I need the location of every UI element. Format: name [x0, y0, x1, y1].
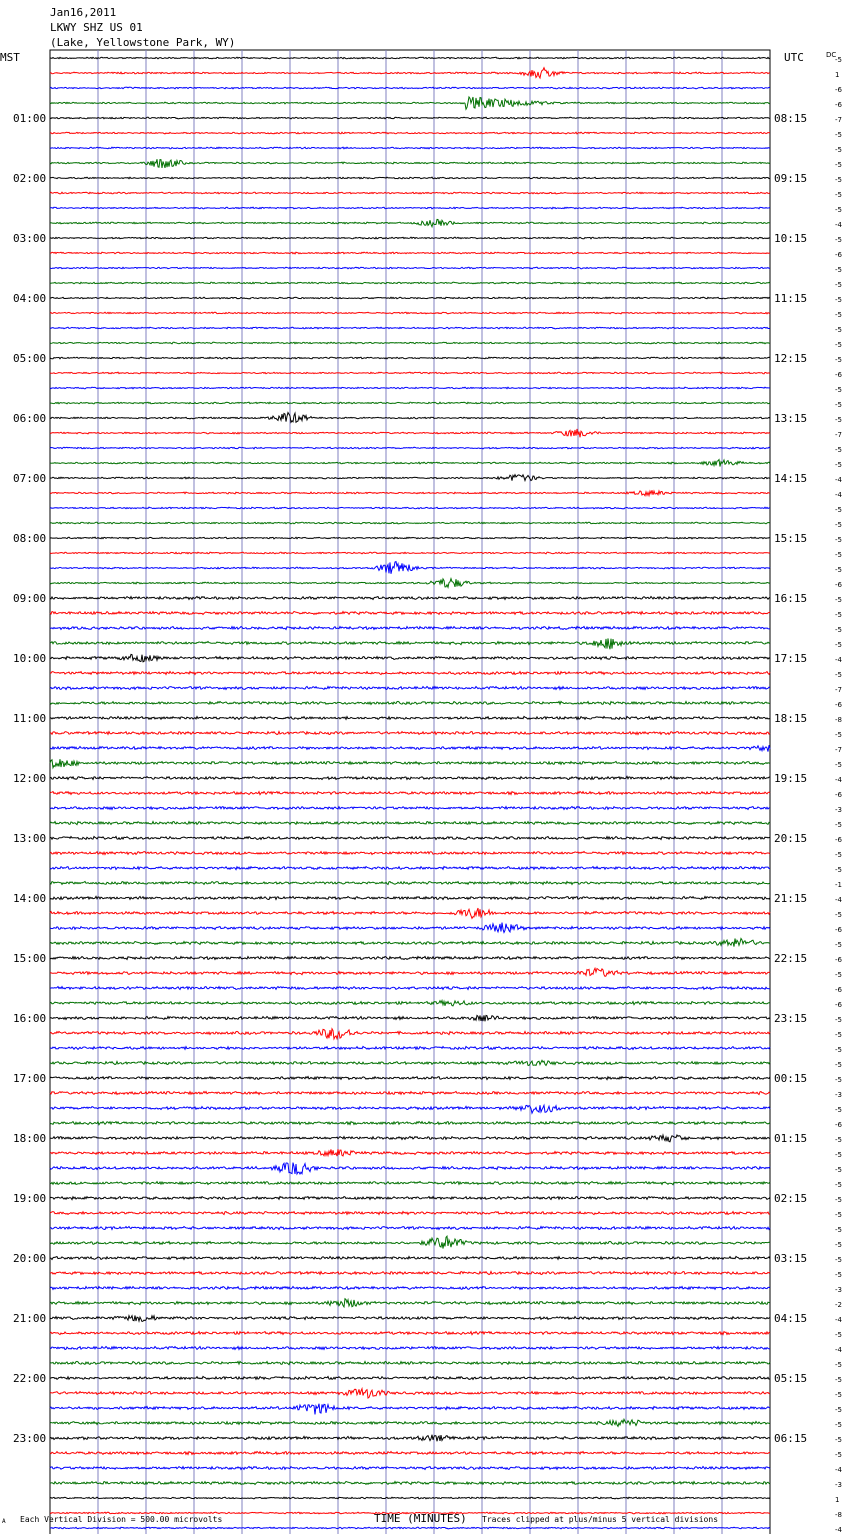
mst-time-label: 12:00: [13, 772, 47, 785]
seismic-trace: [50, 1435, 770, 1442]
header-date: Jan16,2011: [50, 6, 117, 19]
seismic-trace: [50, 1227, 770, 1230]
seismic-trace: [50, 687, 770, 690]
seismic-trace: [50, 1149, 770, 1156]
seismic-trace: [50, 792, 770, 795]
dc-offset-label: -5: [835, 1031, 842, 1039]
dc-offset-label: -6: [835, 836, 842, 844]
dc-offset-label: -5: [835, 1331, 842, 1339]
dc-offset-label: 1: [835, 71, 840, 79]
seismic-trace: [50, 402, 770, 404]
dc-offset-label: -7: [835, 746, 842, 754]
mst-time-label: 07:00: [13, 472, 47, 485]
seismic-trace: [50, 1482, 770, 1485]
dc-offset-label: -5: [835, 521, 842, 529]
dc-offset-label: -5: [835, 146, 842, 154]
dc-offset-label: -5: [835, 1391, 842, 1399]
dc-offset-label: -5: [835, 461, 842, 469]
mst-time-label: 13:00: [13, 832, 47, 845]
dc-offset-label: -5: [835, 161, 842, 169]
seismic-trace: [50, 1197, 770, 1200]
seismic-trace: [50, 957, 770, 960]
seismic-trace: [50, 822, 770, 825]
seismic-trace: [50, 732, 770, 735]
dc-offset-label: -6: [835, 101, 842, 109]
seismic-trace: [50, 701, 770, 704]
dc-offset-label: -4: [835, 896, 842, 904]
dc-header-label: DC: [826, 51, 837, 59]
seismic-trace: [50, 159, 770, 168]
seismic-trace: [50, 612, 770, 615]
seismic-trace: [50, 219, 770, 226]
dc-offset-label: -5: [835, 1076, 842, 1084]
utc-time-label: 20:15: [774, 832, 808, 845]
dc-offset-label: -5: [835, 941, 842, 949]
dc-offset-label: -5: [835, 131, 842, 139]
dc-offset-label: -5: [835, 1451, 842, 1459]
dc-offset-label: -6: [835, 251, 842, 259]
seismic-trace: [50, 1182, 770, 1185]
utc-time-label: 00:15: [774, 1072, 808, 1085]
seismic-trace: [50, 117, 770, 119]
seismic-trace: [50, 837, 770, 840]
dc-offset-label: -5: [835, 536, 842, 544]
seismic-trace: [50, 1347, 770, 1350]
seismic-trace: [50, 429, 770, 437]
utc-time-label: 05:15: [774, 1372, 808, 1385]
seismic-trace: [50, 638, 770, 649]
dc-offset-label: -6: [835, 371, 842, 379]
dc-offset-label: -5: [835, 1181, 842, 1189]
dc-offset-label: -5: [835, 1046, 842, 1054]
seismic-trace: [50, 507, 770, 509]
dc-offset-label: -5: [835, 566, 842, 574]
seismic-trace: [50, 867, 770, 870]
dc-offset-label: -6: [835, 701, 842, 709]
seismic-trace: [50, 1122, 770, 1125]
seismic-trace: [50, 896, 770, 899]
dc-offset-label: -5: [835, 1361, 842, 1369]
dc-offset-label: -6: [835, 791, 842, 799]
seismic-trace: [50, 1419, 770, 1426]
seismic-trace: [50, 1272, 770, 1275]
mst-time-label: 21:00: [13, 1312, 47, 1325]
dc-offset-label: -5: [835, 1136, 842, 1144]
seismic-trace: [50, 1236, 770, 1248]
seismic-trace: [50, 282, 770, 284]
dc-offset-label: -5: [835, 326, 842, 334]
seismic-trace: [50, 597, 770, 600]
seismic-trace: [50, 147, 770, 149]
seismic-trace: [50, 237, 770, 239]
scale-note: Each Vertical Division = 500.00 microvolts: [20, 1515, 223, 1524]
dc-offset-label: -5: [835, 1406, 842, 1414]
dc-offset-label: -6: [835, 926, 842, 934]
utc-time-label: 01:15: [774, 1132, 808, 1145]
seismic-trace: [50, 1376, 770, 1379]
seismic-trace: [50, 192, 770, 194]
mst-time-label: 04:00: [13, 292, 47, 305]
dc-offset-label: -5: [835, 1211, 842, 1219]
dc-offset-label: -7: [835, 686, 842, 694]
dc-offset-label: -5: [835, 821, 842, 829]
utc-time-label: 08:15: [774, 112, 808, 125]
seismic-trace: [50, 672, 770, 675]
mst-time-label: 11:00: [13, 712, 47, 725]
seismic-trace: [50, 654, 770, 661]
clip-note: Traces clipped at plus/minus 5 vertical divisions: [482, 1515, 719, 1524]
utc-time-label: 10:15: [774, 232, 808, 245]
mst-time-label: 08:00: [13, 532, 47, 545]
mst-time-label: 19:00: [13, 1192, 47, 1205]
dc-offset-label: -4: [835, 776, 842, 784]
utc-time-label: 23:15: [774, 1012, 808, 1025]
dc-offset-label: -7: [835, 116, 842, 124]
seismic-trace: [50, 490, 770, 496]
dc-offset-label: -5: [835, 1436, 842, 1444]
seismic-trace: [50, 1029, 770, 1039]
dc-offset-label: -5: [835, 866, 842, 874]
mst-time-label: 18:00: [13, 1132, 47, 1145]
dc-offset-label: -3: [835, 1481, 842, 1489]
seismic-trace: [50, 1092, 770, 1095]
corner-mark: A: [2, 1518, 6, 1525]
dc-offset-label: -3: [835, 1091, 842, 1099]
seismic-trace: [50, 357, 770, 359]
seismic-trace: [50, 97, 770, 109]
seismic-trace: [50, 297, 770, 299]
dc-offset-label: -6: [835, 986, 842, 994]
dc-offset-label: -4: [835, 1346, 842, 1354]
dc-offset-label: -6: [835, 581, 842, 589]
mst-time-label: 03:00: [13, 232, 47, 245]
dc-offset-label: -5: [835, 191, 842, 199]
seismic-trace: [50, 1046, 770, 1049]
seismic-trace: [50, 207, 770, 209]
seismic-trace: [50, 908, 770, 918]
seismic-trace: [50, 387, 770, 389]
seismic-trace: [50, 413, 770, 423]
seismic-trace: [50, 807, 770, 810]
dc-offset-label: -4: [835, 1466, 842, 1474]
seismic-trace: [50, 923, 770, 933]
mst-time-label: 15:00: [13, 952, 47, 965]
dc-offset-label: -5: [835, 266, 842, 274]
mst-time-label: 14:00: [13, 892, 47, 905]
dc-offset-label: -5: [835, 1016, 842, 1024]
seismic-trace: [50, 1135, 770, 1142]
seismic-trace: [50, 447, 770, 449]
y-axis-left-label: MST: [0, 51, 20, 64]
seismic-trace: [50, 776, 770, 779]
utc-time-label: 18:15: [774, 712, 808, 725]
utc-time-label: 19:15: [774, 772, 808, 785]
dc-offset-label: -4: [835, 1316, 842, 1324]
dc-offset-label: -7: [835, 431, 842, 439]
dc-offset-label: -4: [835, 491, 842, 499]
seismic-trace: [50, 1077, 770, 1080]
dc-offset-label: -5: [835, 1106, 842, 1114]
dc-offset-label: -5: [835, 1166, 842, 1174]
utc-time-label: 13:15: [774, 412, 808, 425]
dc-offset-label: -5: [835, 671, 842, 679]
dc-offset-label: -5: [835, 1376, 842, 1384]
seismic-trace: [50, 1404, 770, 1415]
seismic-trace: [50, 475, 770, 481]
dc-offset-label: -4: [835, 1526, 842, 1534]
plot-frame: [50, 50, 770, 1534]
seismic-trace: [50, 132, 770, 134]
dc-offset-label: -5: [835, 401, 842, 409]
dc-offset-label: -5: [835, 311, 842, 319]
seismic-trace: [50, 968, 770, 976]
dc-offset-label: -5: [835, 296, 842, 304]
dc-offset-label: -6: [835, 86, 842, 94]
utc-time-label: 22:15: [774, 952, 808, 965]
seismic-trace: [50, 987, 770, 990]
dc-offset-label: -5: [835, 1271, 842, 1279]
utc-time-label: 02:15: [774, 1192, 808, 1205]
seismic-trace: [50, 1361, 770, 1364]
mst-time-label: 16:00: [13, 1012, 47, 1025]
utc-time-label: 06:15: [774, 1432, 808, 1445]
x-axis-label: TIME (MINUTES): [374, 1512, 467, 1525]
utc-time-label: 03:15: [774, 1252, 808, 1265]
dc-offset-label: -5: [835, 596, 842, 604]
seismic-trace: [50, 1287, 770, 1290]
utc-time-label: 09:15: [774, 172, 808, 185]
dc-offset-label: -8: [835, 716, 842, 724]
seismic-trace: [50, 1452, 770, 1455]
dc-offset-label: -6: [835, 1001, 842, 1009]
utc-time-label: 15:15: [774, 532, 808, 545]
header-station: LKWY SHZ US 01: [50, 21, 143, 34]
mst-time-label: 20:00: [13, 1252, 47, 1265]
seismic-trace: [50, 1467, 770, 1470]
seismic-trace: [50, 627, 770, 630]
mst-time-label: 10:00: [13, 652, 47, 665]
mst-time-label: 17:00: [13, 1072, 47, 1085]
dc-offset-label: -5: [835, 236, 842, 244]
seismic-trace: [50, 1105, 770, 1113]
seismic-trace: [50, 252, 770, 254]
dc-offset-label: -5: [835, 1151, 842, 1159]
dc-offset-label: -5: [835, 1256, 842, 1264]
header-location: (Lake, Yellowstone Park, WY): [50, 36, 236, 49]
dc-offset-label: -3: [835, 806, 842, 814]
seismic-trace: [50, 882, 770, 885]
dc-offset-label: -5: [835, 551, 842, 559]
seismic-trace: [50, 68, 770, 78]
seismic-trace: [50, 87, 770, 89]
mst-time-label: 22:00: [13, 1372, 47, 1385]
seismic-trace: [50, 1212, 770, 1215]
dc-offset-label: -5: [835, 971, 842, 979]
dc-offset-label: -6: [835, 1121, 842, 1129]
mst-time-label: 01:00: [13, 112, 47, 125]
seismic-trace: [50, 1060, 770, 1065]
seismic-trace: [50, 1389, 770, 1398]
utc-time-label: 11:15: [774, 292, 808, 305]
dc-offset-label: -1: [835, 881, 842, 889]
dc-offset-label: -5: [835, 1196, 842, 1204]
dc-offset-label: -2: [835, 1301, 842, 1309]
seismic-trace: [50, 1015, 770, 1021]
mst-time-label: 02:00: [13, 172, 47, 185]
seismic-trace: [50, 1299, 770, 1307]
seismic-trace: [50, 1316, 770, 1322]
dc-offset-label: -5: [835, 1061, 842, 1069]
seismic-trace: [50, 460, 770, 467]
dc-offset-label: -8: [835, 1511, 842, 1519]
seismic-trace: [50, 745, 770, 751]
seismic-trace: [50, 759, 770, 768]
seismic-trace: [50, 562, 770, 574]
dc-offset-label: -5: [835, 506, 842, 514]
utc-time-label: 12:15: [774, 352, 808, 365]
dc-offset-label: -5: [835, 851, 842, 859]
seismic-trace: [50, 1256, 770, 1259]
seismic-trace: [50, 1001, 770, 1006]
utc-time-label: 14:15: [774, 472, 808, 485]
seismic-trace: [50, 342, 770, 344]
dc-offset-label: -6: [835, 956, 842, 964]
seismic-trace: [50, 939, 770, 947]
seismic-trace: [50, 372, 770, 374]
dc-offset-label: -4: [835, 221, 842, 229]
dc-offset-label: -5: [835, 761, 842, 769]
dc-offset-label: -5: [835, 911, 842, 919]
mst-time-label: 23:00: [13, 1432, 47, 1445]
mst-time-label: 05:00: [13, 352, 47, 365]
dc-offset-label: -5: [835, 641, 842, 649]
dc-offset-label: -5: [835, 1421, 842, 1429]
seismic-trace: [50, 177, 770, 179]
seismic-trace: [50, 716, 770, 719]
dc-offset-label: -5: [835, 356, 842, 364]
seismic-trace: [50, 522, 770, 524]
seismic-trace: [50, 57, 770, 59]
dc-offset-label: -3: [835, 1286, 842, 1294]
mst-time-label: 06:00: [13, 412, 47, 425]
dc-offset-label: -5: [835, 56, 842, 64]
seismic-trace: [50, 852, 770, 855]
seismic-trace: [50, 327, 770, 329]
dc-offset-label: -5: [835, 1226, 842, 1234]
dc-offset-label: -5: [835, 281, 842, 289]
dc-offset-label: -5: [835, 341, 842, 349]
dc-offset-label: -4: [835, 476, 842, 484]
dc-offset-label: -5: [835, 446, 842, 454]
seismic-trace: [50, 267, 770, 269]
seismic-trace: [50, 1332, 770, 1335]
seismic-trace: [50, 552, 770, 554]
dc-offset-label: -4: [835, 656, 842, 664]
seismic-trace: [50, 1527, 770, 1529]
dc-offset-label: -5: [835, 416, 842, 424]
seismic-trace: [50, 1497, 770, 1499]
dc-offset-label: -5: [835, 731, 842, 739]
dc-offset-label: -5: [835, 611, 842, 619]
seismic-trace: [50, 312, 770, 314]
dc-offset-label: -5: [835, 626, 842, 634]
mst-time-label: 09:00: [13, 592, 47, 605]
dc-offset-label: -5: [835, 176, 842, 184]
utc-time-label: 16:15: [774, 592, 808, 605]
utc-time-label: 04:15: [774, 1312, 808, 1325]
dc-offset-label: 1: [835, 1496, 840, 1504]
utc-time-label: 17:15: [774, 652, 808, 665]
seismic-trace: [50, 537, 770, 539]
y-axis-right-label: UTC: [784, 51, 804, 64]
dc-offset-label: -5: [835, 1241, 842, 1249]
seismic-trace: [50, 579, 770, 588]
utc-time-label: 21:15: [774, 892, 808, 905]
dc-offset-label: -5: [835, 386, 842, 394]
dc-offset-label: -5: [835, 206, 842, 214]
seismic-trace: [50, 1163, 770, 1174]
